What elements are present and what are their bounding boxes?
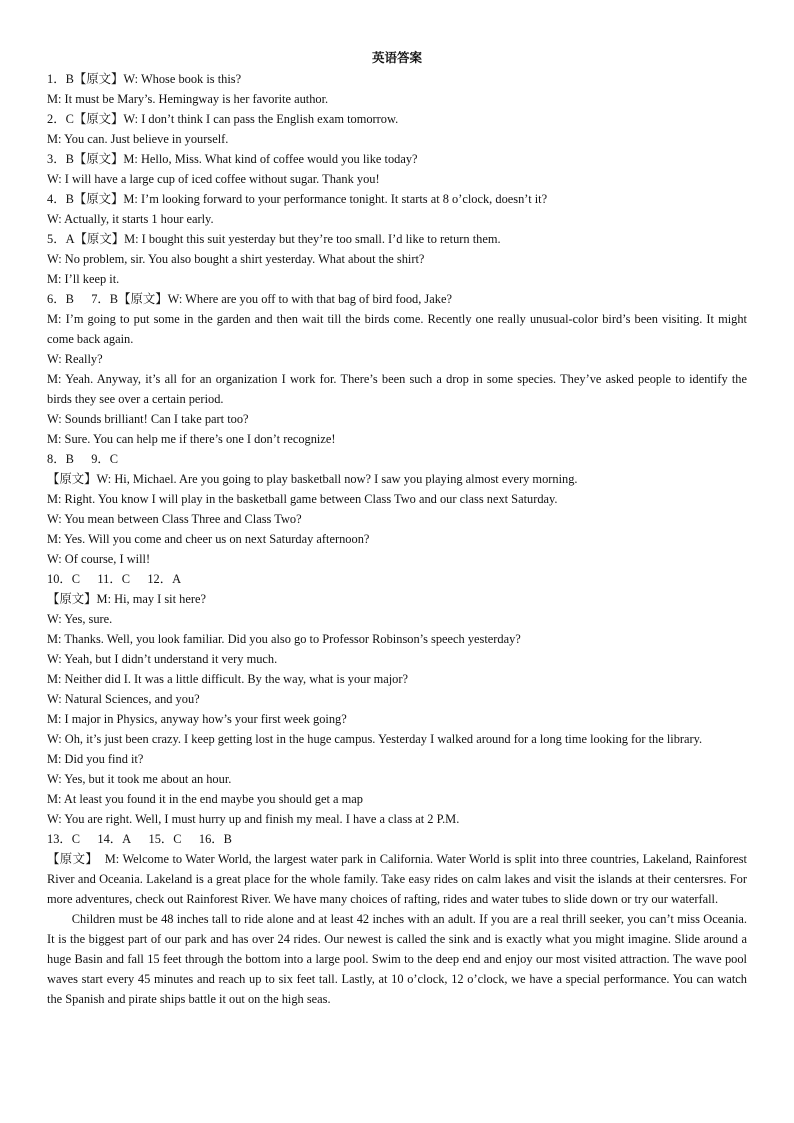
dialogue-line: W: Oh, it’s just been crazy. I keep getting lost in the huge campus. Yesterday I walked around for a long time looking for the library. [47, 732, 703, 746]
answer-15: 15．C [148, 832, 182, 846]
answer-line: 3．B【原文】M: Hello, Miss. What kind of coffee would you like today? [47, 152, 418, 166]
answer-9: 9．C [91, 452, 119, 466]
answer-line: 4．B【原文】M: I’m looking forward to your performance tonight. It starts at 8 o’clock, doesn’t it? [47, 192, 548, 206]
dialogue-line: M: Yes. Will you come and cheer us on next Saturday afternoon? [47, 532, 370, 546]
dialogue-line: M: Right. You know I will play in the basketball game between Class Two and our class next Saturday. [47, 492, 558, 506]
answer-group-8-9 [47, 449, 747, 469]
dialogue-line: W: Actually, it starts 1 hour early. [47, 212, 214, 226]
answer-group-10-12 [47, 569, 747, 589]
answer-6: 6．B [47, 292, 74, 306]
dialogue-line: M: Neither did I. It was a little difficult. By the way, what is your major? [47, 672, 408, 686]
answer-8: 8．B [47, 452, 74, 466]
transcript-paragraph: 【原文】 M: Welcome to Water World, the largest water park in California. Water World is split into three countries, Lakeland, Rainforest River and Oceania. Lakeland is a great place for the whole family. Take easy rides on calm lakes and visit the islands at their centersres. For more adventures, check out Rainforest River. We have many choices of rafting, rides and water tubes to slide down or try our waterfall. [47, 852, 747, 906]
answer-12: 12．A [147, 572, 182, 586]
dialogue-line: W: Sounds brilliant! Can I take part too? [47, 412, 249, 426]
dialogue-line: W: Yes, but it took me about an hour. [47, 772, 232, 786]
answer-line: 2．C【原文】W: I don’t think I can pass the English exam tomorrow. [47, 112, 399, 126]
answer-7: 7．B【原文】W: Where are you off to with that bag of bird food, Jake? [91, 292, 452, 306]
dialogue-line: M: Yeah. Anyway, it’s all for an organization I work for. There’s been such a drop in some species. They’ve asked people to identify the birds they see over a certain period. [47, 372, 747, 406]
page-title: 英语答案 [371, 50, 422, 65]
answer-11: 11．C [97, 572, 130, 586]
answer-14: 14．A [97, 832, 132, 846]
dialogue-line: W: Yeah, but I didn’t understand it very much. [47, 652, 278, 666]
answer-group-13-16 [47, 829, 747, 849]
dialogue-line: W: You are right. Well, I must hurry up and finish my meal. I have a class at 2 P.M. [47, 812, 460, 826]
dialogue-line: M: I’ll keep it. [47, 272, 120, 286]
dialogue-line: M: You can. Just believe in yourself. [47, 132, 229, 146]
dialogue-line: M: I major in Physics, anyway how’s your first week going? [47, 712, 347, 726]
answer-line: 5．A【原文】M: I bought this suit yesterday but they’re too small. I’d like to return them. [47, 232, 501, 246]
dialogue-line: M: It must be Mary’s. Hemingway is her favorite author. [47, 92, 329, 106]
dialogue-line: W: Yes, sure. [47, 612, 113, 626]
dialogue-line: M: At least you found it in the end maybe you should get a map [47, 792, 363, 806]
dialogue-line: W: Really? [47, 352, 103, 366]
answer-13: 13．C [47, 832, 81, 846]
dialogue-line: M: Sure. You can help me if there’s one I don’t recognize! [47, 432, 336, 446]
answer-group-6-7 [47, 289, 747, 309]
dialogue-line: M: Did you find it? [47, 752, 144, 766]
dialogue-line: W: No problem, sir. You also bought a shirt yesterday. What about the shirt? [47, 252, 425, 266]
answer-16: 16．B [198, 832, 232, 846]
dialogue-line: W: I will have a large cup of iced coffee without sugar. Thank you! [47, 172, 380, 186]
answer-line: 1．B【原文】W: Whose book is this? [47, 72, 242, 86]
dialogue-line: W: Natural Sciences, and you? [47, 692, 200, 706]
dialogue-line: 【原文】W: Hi, Michael. Are you going to play basketball now? I saw you playing almost every morning. [47, 472, 578, 486]
answer-10: 10．C [47, 572, 81, 586]
transcript-paragraph: Children must be 48 inches tall to ride alone and at least 42 inches with an adult. If you are a real thrill seeker, you can’t miss Oceania. It is the biggest part of our park and has over 24 rides. Our newest is called the sink and is exactly what you might imagine. Slide around a huge Basin and fall 15 feet through the bottom into a large pool. Swim to the deep end and enjoy our most visited attraction. The wave pool waves start every 45 minutes and reach up to six feet tall. Lastly, at 10 o’clock, 12 o’clock, we have a special performance. You can watch the Spanish and pirate ships battle it out on the high seas. [47, 912, 747, 1006]
dialogue-line: M: I’m going to put some in the garden and then wait till the birds come. Recently one really unusual-color bird’s been visiting. It might come back again. [47, 312, 747, 346]
dialogue-line: W: Of course, I will! [47, 552, 151, 566]
dialogue-line: M: Thanks. Well, you look familiar. Did you also go to Professor Robinson’s speech yesterday? [47, 632, 521, 646]
dialogue-line: 【原文】M: Hi, may I sit here? [47, 592, 206, 606]
dialogue-line: W: You mean between Class Three and Class Two? [47, 512, 302, 526]
